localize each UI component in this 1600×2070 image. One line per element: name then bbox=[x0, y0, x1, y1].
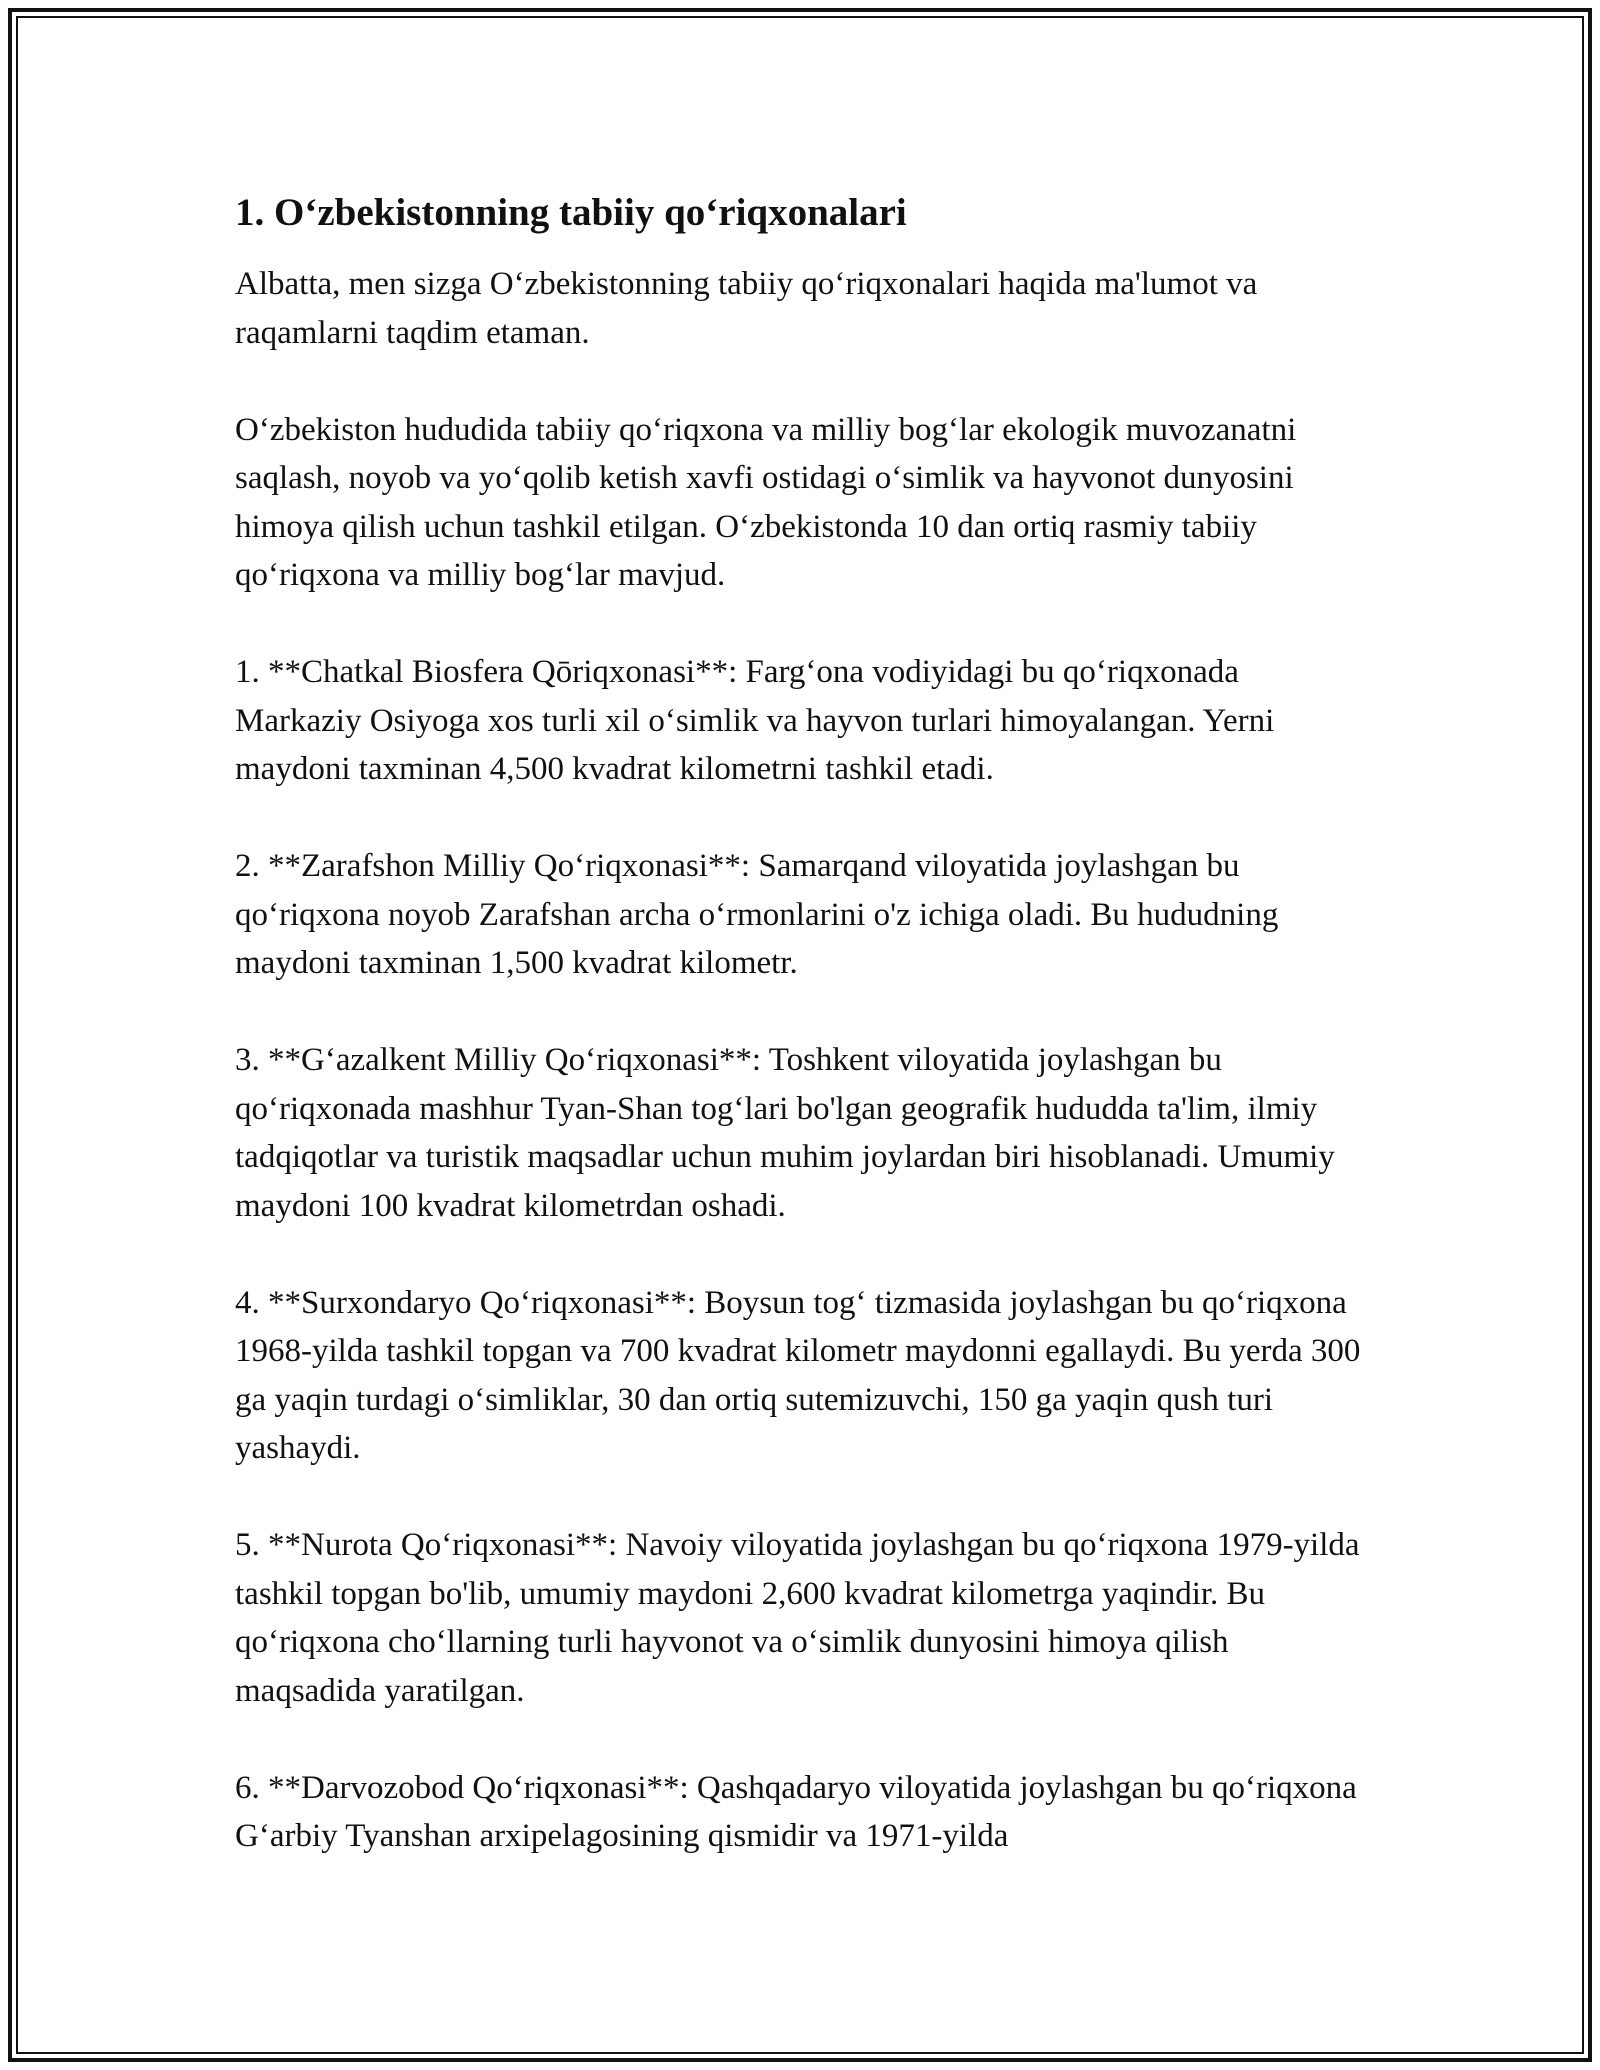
list-item: 4. **Surxondaryo Qo‘riqxonasi**: Boysun tog‘ tizmasida joylashgan bu qo‘riqxona 1968-yilda tashkil topgan va 700 kvadrat kilometr maydonni egallaydi. Bu yerda 300 ga yaqin turdagi o‘simliklar, 30 dan ortiq sutemizuvchi, 150 ga yaqin qush turi yashaydi. bbox=[235, 1284, 1361, 1466]
list-item: 5. **Nurota Qo‘riqxonasi**: Navoiy viloyatida joylashgan bu qo‘riqxona 1979-yilda tashkil topgan bo'lib, umumiy maydoni 2,600 kvadrat kilometrga yaqindir. Bu qo‘riqxona cho‘llarning turli hayvonot va o‘simlik dunyosini himoya qilish maqsadida yaratilgan. bbox=[235, 1527, 1360, 1709]
list-item: 1. **Chatkal Biosfera Qōriqxonasi**: Farg‘ona vodiyidagi bu qo‘riqxonada Markaziy Osiyoga xos turli xil o‘simlik va hayvon turlari himoyalangan. Yerni maydoni taxminan 4,500 kvadrat kilometrni tashkil etadi. bbox=[235, 654, 1275, 787]
list-item: 6. **Darvozobod Qo‘riqxonasi**: Qashqadaryo viloyatida joylashgan bu qo‘riqxona G‘arbiy Tyanshan arxipelagosining qismidir va 1971-yilda bbox=[235, 1769, 1357, 1854]
list-item: 3. **G‘azalkent Milliy Qo‘riqxonasi**: Toshkent viloyatida joylashgan bu qo‘riqxonada mashhur Tyan-Shan tog‘lari bo'lgan geografik hududda ta'lim, ilmiy tadqiqotlar va turistik maqsadlar uchun muhim joylardan biri hisoblanadi. Umumiy maydoni 100 kvadrat kilometrdan oshadi. bbox=[235, 1042, 1335, 1224]
intro-paragraph: Albatta, men sizga O‘zbekistonning tabiiy qo‘riqxonalari haqida ma'lumot va raqamlarni taqdim etaman. bbox=[235, 266, 1258, 351]
page-title: 1. O‘zbekistonning tabiiy qo‘riqxonalari bbox=[235, 191, 907, 234]
list-item: 2. **Zarafshon Milliy Qo‘riqxonasi**: Samarqand viloyatida joylashgan bu qo‘riqxona noyob Zarafshan archa o‘rmonlarini o'z ichiga oladi. Bu hududning maydoni taxminan 1,500 kvadrat kilometr. bbox=[235, 848, 1279, 981]
overview-paragraph: O‘zbekiston hududida tabiiy qo‘riqxona va milliy bog‘lar ekologik muvozanatni saqlash, noyob va yo‘qolib ketish xavfi ostidagi o‘simlik va hayvonot dunyosini himoya qilish uchun tashkil etilgan. O‘zbekistonda 10 dan ortiq rasmiy tabiiy qo‘riqxona va milliy bog‘lar mavjud. bbox=[235, 411, 1297, 593]
document-body bbox=[235, 188, 1365, 1909]
